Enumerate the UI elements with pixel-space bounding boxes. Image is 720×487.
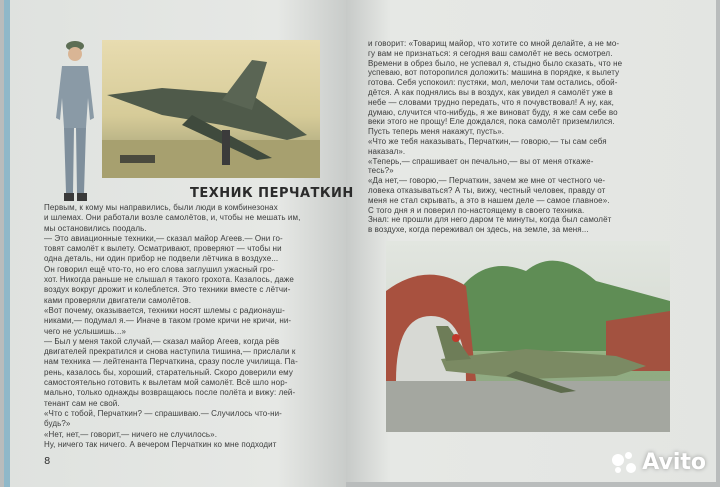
text-line: Времени в обрез было, не успевал я, стыдно было сказать, что не [368, 58, 623, 68]
text-line: хот. Никогда раньше не слышал я такого грохота. Казалось, даже [44, 275, 294, 285]
text-line: гу вам не признаться: я сегодня ваш самолёт не весь осмотрел. [368, 48, 613, 58]
text-line: Он говорил ещё что-то, но его слова заглушил ужасный гро- [44, 264, 275, 274]
page-number: 8 [44, 456, 51, 467]
text-line: рень, казалось бы, хороший, старательный. Скоро доверили ему [44, 367, 293, 377]
text-line: «Что с тобой, Перчаткин? — спрашиваю.— Случилось что-ни- [44, 408, 282, 418]
text-line: — Был у меня такой случай,— сказал майор Агеев, когда рёв [44, 336, 280, 346]
text-line: С того дня я и поверил по-настоящему в своего техника. [368, 205, 585, 215]
text-line: воздух вокруг дрожит и колеблется. Это техники вместе с лётчи- [44, 285, 291, 295]
text-line: самостоятельно готовить к вылетам мой самолёт. Всё шло нор- [44, 378, 288, 388]
text-line: дётся. А как поднялись вы в воздух, как увидел я самолёт уже в [368, 87, 613, 97]
text-line: одна деталь, ни один прибор не подвели лётчика в воздухе... [44, 254, 279, 264]
text-line: никами,— подумал я.— Иначе в таком громе кричи не кричи, ни- [44, 316, 292, 326]
text-line: и говорит: «Товарищ майор, что хотите со мной делайте, а не мо- [368, 39, 620, 48]
left-page-text [44, 203, 300, 450]
text-line: Пусть теперь меня накажут, пусть». [368, 127, 505, 137]
text-line: нам техника — лейтенанта Перчаткина, сразу после училища. Па- [44, 357, 298, 367]
text-line: тенант сам не свой. [44, 398, 120, 408]
text-line: Знал: не прошли для него даром те минуты, когда был самолёт [368, 215, 612, 225]
avito-logo-icon [612, 452, 638, 474]
text-line: двигателей прекратился и снова наступила тишина,— прислали к [44, 347, 296, 357]
text-line: меня не стал скрывать, а это в нашем деле — самое главное». [368, 195, 610, 205]
right-page-text [368, 39, 622, 235]
text-line: небе — словами трудно передать, что я почувствовал! А ну, как, [368, 97, 614, 107]
text-line: готова. Себя успокоил: пустяки, мол, мелочи там остались, обой- [368, 78, 618, 88]
text-line: ками проверяли двигатели самолётов. [44, 295, 192, 305]
text-line: веки этого не прощу! Еле дождался, пока самолёт приземлился. [368, 117, 615, 127]
text-line: мально, только однажды возвращаюсь после полёта и вижу: лей- [44, 388, 296, 398]
text-line: Ну, ничего так ничего. А вечером Перчаткин ко мне подходит [44, 439, 277, 449]
text-line: «Нет, нет,— говорит,— ничего не случилось». [44, 429, 218, 439]
avito-watermark [612, 450, 706, 475]
text-line: ловека отказываться? А ты, вижу, честный человек, правду от [368, 185, 606, 195]
text-line: наказал». [368, 146, 406, 156]
jet-at-hangar-illustration [386, 241, 670, 432]
text-line: — Это авиационные техники,— сказал майор Агеев.— Они го- [44, 233, 283, 243]
avito-wordmark: Avito [642, 450, 706, 475]
text-line: товят самолёт к вылету. Осматривают, проверяют — чтобы ни [44, 244, 282, 254]
text-line: в воздухе, когда переживал он здесь, на земле, за меня... [368, 225, 589, 235]
text-line: «Что же тебя наказывать, Перчаткин,— говорю,— ты сам себя [368, 136, 607, 146]
text-line: успеваю, вот поторопился доложить: машина в порядке, к вылету [368, 68, 620, 78]
text-line: «Да нет,— говорю,— Перчаткин, зачем же мне от честного че- [368, 176, 606, 186]
text-line: «Вот почему, оказывается, техники носят шлемы с радионауш- [44, 305, 285, 315]
text-line: «Теперь,— спрашивает он печально,— вы от меня откаже- [368, 156, 594, 166]
text-line: и шлемах. Они работали возле самолётов, и, чтобы не мешать им, [44, 213, 301, 223]
text-line: чего не услышишь...» [44, 326, 127, 336]
text-line: думаю, случится что-нибудь, я же виноват буду, я же сам себе во [368, 107, 618, 117]
jet-on-airfield-illustration [102, 40, 320, 178]
book-cover-edge [4, 0, 10, 487]
technician-illustration [50, 38, 100, 206]
text-line: тесь?» [368, 166, 394, 176]
text-line: мы остановились поодаль. [44, 223, 147, 233]
text-line: Первым, к кому мы направились, были люди в комбинезонах [44, 203, 278, 212]
text-line: будь?» [44, 419, 71, 429]
chapter-title: ТЕХНИК ПЕРЧАТКИН [190, 186, 354, 201]
